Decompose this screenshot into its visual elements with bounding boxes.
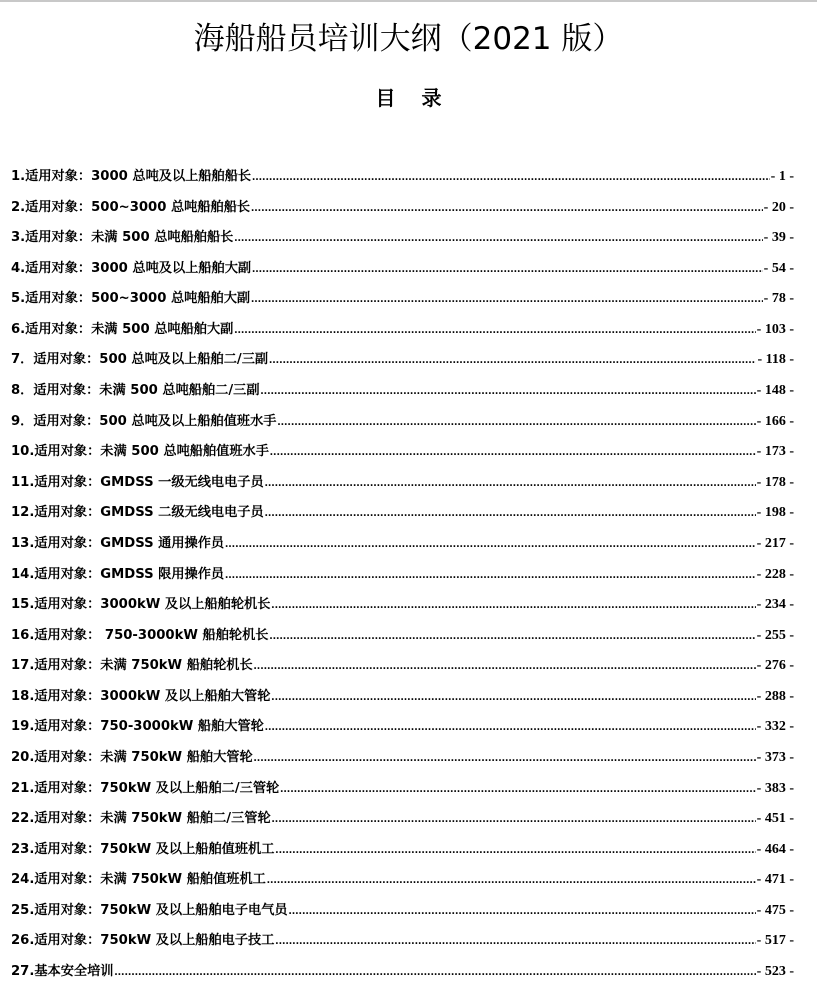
toc-heading bbox=[0, 84, 817, 112]
toc-entry-page[interactable]: - 217 - bbox=[756, 535, 794, 551]
toc-entry-label[interactable]: 6.适用对象：未满 500 总吨船舶大副 bbox=[11, 321, 234, 337]
toc-entry-label[interactable]: 7．适用对象：500 总吨及以上船舶二/三副 bbox=[11, 352, 269, 368]
toc-entry-label[interactable]: 21.适用对象：750kW 及以上船舶二/三管轮 bbox=[11, 780, 280, 796]
toc-entry-label[interactable]: 16.适用对象： 750-3000kW 船舶轮机长 bbox=[11, 627, 269, 643]
toc-entry-label[interactable]: 26.适用对象：750kW 及以上船舶电子技工 bbox=[11, 933, 275, 949]
toc-entry[interactable] bbox=[11, 318, 794, 349]
toc-entry[interactable] bbox=[11, 654, 794, 685]
toc-entry-page[interactable]: - 198 - bbox=[756, 505, 794, 521]
toc-dot-leader bbox=[267, 868, 756, 890]
toc-entry[interactable] bbox=[11, 196, 794, 227]
toc-entry[interactable] bbox=[11, 379, 794, 410]
page-top-border bbox=[0, 0, 817, 2]
toc-entry-label[interactable]: 27.基本安全培训 bbox=[11, 964, 114, 980]
toc-entry-label[interactable]: 19.适用对象：750-3000kW 船舶大管轮 bbox=[11, 719, 264, 735]
toc-entry[interactable] bbox=[11, 287, 794, 318]
toc-entry-label[interactable]: 9．适用对象：500 总吨及以上船舶值班水手 bbox=[11, 413, 277, 429]
toc-entry[interactable] bbox=[11, 746, 794, 777]
toc-entry[interactable] bbox=[11, 348, 794, 379]
toc-entry-page[interactable]: - 471 - bbox=[756, 872, 794, 888]
toc-entry-page[interactable]: - 523 - bbox=[756, 964, 794, 980]
toc-entry[interactable] bbox=[11, 807, 794, 838]
toc-entry-page[interactable]: - 451 - bbox=[756, 811, 794, 827]
toc-dot-leader bbox=[252, 257, 763, 279]
toc-entry-page[interactable]: - 517 - bbox=[756, 933, 794, 949]
toc-dot-leader bbox=[275, 838, 755, 860]
document-title: 海船船员培训大纲（2021 版） bbox=[193, 20, 624, 57]
toc-dot-leader bbox=[269, 624, 755, 646]
toc-entry[interactable] bbox=[11, 471, 794, 502]
toc-entry[interactable] bbox=[11, 960, 794, 991]
toc-dot-leader bbox=[115, 960, 756, 982]
toc-entry-label[interactable]: 25.适用对象：750kW 及以上船舶电子电气员 bbox=[11, 902, 288, 918]
toc-entry-page[interactable]: - 178 - bbox=[756, 474, 794, 490]
toc-entry-label[interactable]: 12.适用对象：GMDSS 二级无线电电子员 bbox=[11, 505, 264, 521]
toc-entry[interactable] bbox=[11, 593, 794, 624]
toc-entry-page[interactable]: - 166 - bbox=[756, 413, 794, 429]
toc-dot-leader bbox=[269, 348, 756, 370]
toc-entry-label[interactable]: 2.适用对象：500~3000 总吨船舶船长 bbox=[11, 199, 251, 215]
toc-entry[interactable] bbox=[11, 929, 794, 960]
toc-entry-page[interactable]: - 118 - bbox=[757, 352, 794, 368]
toc-entry-page[interactable]: - 54 - bbox=[763, 260, 794, 276]
toc-heading-char-2: 录 bbox=[421, 86, 442, 110]
toc-dot-leader bbox=[252, 165, 770, 187]
toc-entry[interactable] bbox=[11, 226, 794, 257]
toc-dot-leader bbox=[254, 746, 756, 768]
toc-entry-label[interactable]: 10.适用对象：未满 500 总吨船舶值班水手 bbox=[11, 444, 269, 460]
toc-entry-page[interactable]: - 475 - bbox=[756, 902, 794, 918]
toc-dot-leader bbox=[272, 807, 756, 829]
toc-entry-label[interactable]: 11.适用对象：GMDSS 一级无线电电子员 bbox=[11, 474, 264, 490]
toc-entry[interactable] bbox=[11, 440, 794, 471]
toc-dot-leader bbox=[251, 196, 763, 218]
toc-dot-leader bbox=[270, 440, 756, 462]
toc-dot-leader bbox=[280, 777, 755, 799]
toc-entry[interactable] bbox=[11, 501, 794, 532]
toc-entry-label[interactable]: 22.适用对象：未满 750kW 船舶二/三管轮 bbox=[11, 811, 271, 827]
toc-entry[interactable] bbox=[11, 777, 794, 808]
toc-entry-page[interactable]: - 234 - bbox=[756, 597, 794, 613]
toc-dot-leader bbox=[271, 685, 755, 707]
toc-dot-leader bbox=[261, 379, 756, 401]
toc-entry-page[interactable]: - 103 - bbox=[756, 321, 794, 337]
toc-entry-label[interactable]: 15.适用对象：3000kW 及以上船舶轮机长 bbox=[11, 597, 271, 613]
toc-entry[interactable] bbox=[11, 165, 794, 196]
toc-entry-label[interactable]: 5.适用对象：500~3000 总吨船舶大副 bbox=[11, 291, 251, 307]
toc-entry-label[interactable]: 3.适用对象：未满 500 总吨船舶船长 bbox=[11, 230, 234, 246]
toc-dot-leader bbox=[225, 532, 756, 554]
toc-dot-leader bbox=[234, 318, 755, 340]
toc-dot-leader bbox=[251, 287, 763, 309]
toc-dot-leader bbox=[265, 715, 756, 737]
toc-dot-leader bbox=[289, 899, 756, 921]
toc-entry[interactable] bbox=[11, 715, 794, 746]
toc-dot-leader bbox=[225, 563, 756, 585]
toc-entry[interactable] bbox=[11, 410, 794, 441]
toc-entry[interactable] bbox=[11, 563, 794, 594]
toc-entry-page[interactable]: - 148 - bbox=[756, 383, 794, 399]
toc-entry-page[interactable]: - 78 - bbox=[763, 291, 794, 307]
toc-entry-page[interactable]: - 288 - bbox=[756, 688, 794, 704]
toc-dot-leader bbox=[275, 929, 755, 951]
toc-entry-label[interactable]: 23.适用对象：750kW 及以上船舶值班机工 bbox=[11, 841, 275, 857]
toc-entry-label[interactable]: 14.适用对象：GMDSS 限用操作员 bbox=[11, 566, 225, 582]
toc-entry[interactable] bbox=[11, 624, 794, 655]
toc-entry-label[interactable]: 4.适用对象：3000 总吨及以上船舶大副 bbox=[11, 260, 252, 276]
toc-entry[interactable] bbox=[11, 868, 794, 899]
toc-entry-page[interactable]: - 39 - bbox=[763, 230, 794, 246]
toc-entry-label[interactable]: 1.适用对象：3000 总吨及以上船舶船长 bbox=[11, 169, 252, 184]
toc-dot-leader bbox=[254, 654, 756, 676]
toc-entry-label[interactable]: 24.适用对象：未满 750kW 船舶值班机工 bbox=[11, 872, 266, 888]
toc-entry-label[interactable]: 8．适用对象：未满 500 总吨船舶二/三副 bbox=[11, 383, 260, 399]
toc-entry[interactable] bbox=[11, 685, 794, 716]
toc-entry-page[interactable]: - 332 - bbox=[756, 719, 794, 735]
toc-entry-page[interactable]: - 228 - bbox=[756, 566, 794, 582]
toc-dot-leader bbox=[277, 410, 755, 432]
toc-entry-label[interactable]: 13.适用对象：GMDSS 通用操作员 bbox=[11, 535, 225, 551]
toc-entry-label[interactable]: 17.适用对象：未满 750kW 船舶轮机长 bbox=[11, 658, 253, 674]
toc-entry-page[interactable]: - 20 - bbox=[763, 199, 794, 215]
toc-entry-label[interactable]: 18.适用对象：3000kW 及以上船舶大管轮 bbox=[11, 688, 271, 704]
toc-dot-leader bbox=[271, 593, 755, 615]
toc-entry-page[interactable]: - 373 - bbox=[756, 749, 794, 765]
toc-dot-leader bbox=[265, 501, 756, 523]
toc-entry[interactable] bbox=[11, 899, 794, 930]
toc-entry-page[interactable]: - 276 - bbox=[756, 658, 794, 674]
toc-entry-page[interactable]: - 255 - bbox=[756, 627, 794, 643]
toc-heading-char-1: 目 bbox=[375, 86, 396, 110]
toc-dot-leader bbox=[265, 471, 756, 493]
toc-entry-page[interactable]: - 173 - bbox=[756, 444, 794, 460]
toc-entry[interactable] bbox=[11, 838, 794, 869]
toc-entry-page[interactable]: - 383 - bbox=[756, 780, 794, 796]
toc-entry[interactable] bbox=[11, 532, 794, 563]
toc-entry-page[interactable]: - 1 - bbox=[770, 169, 794, 184]
toc-dot-leader bbox=[234, 226, 762, 248]
toc-entry-label[interactable]: 20.适用对象：未满 750kW 船舶大管轮 bbox=[11, 749, 253, 765]
toc-entry[interactable] bbox=[11, 257, 794, 288]
table-of-contents bbox=[11, 165, 794, 991]
toc-entry-page[interactable]: - 464 - bbox=[756, 841, 794, 857]
